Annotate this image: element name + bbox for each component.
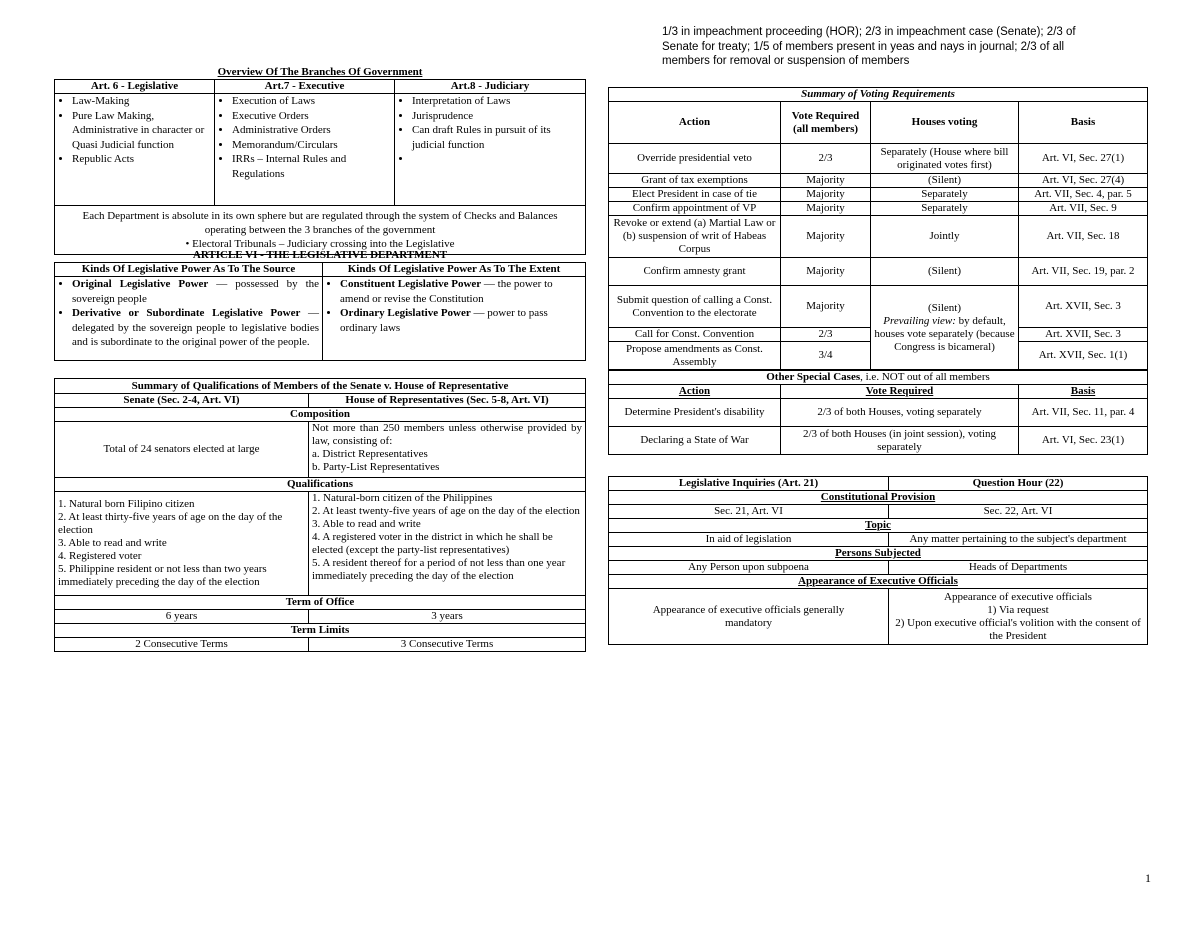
limits-label: Term Limits <box>55 624 586 638</box>
vote-required: 3/4 <box>781 342 871 370</box>
voting-section <box>608 87 1148 455</box>
table-row <box>609 144 1148 174</box>
voting-header-houses: Houses voting <box>871 102 1019 144</box>
list-item: • Pure Law Making, Administrative in character or Quasi Judicial function <box>72 109 211 153</box>
inquiries-header-left: Legislative Inquiries (Art. 21) <box>609 477 889 491</box>
overview-title: Overview Of The Branches Of Government <box>217 66 423 78</box>
list-item: • IRRs – Internal Rules and Regulations <box>232 152 391 181</box>
term-label: Term of Office <box>55 596 586 610</box>
vote-action: Confirm amnesty grant <box>609 258 781 286</box>
house-qual-item: 2. At least twenty-five years of age on the day of the election <box>312 505 580 517</box>
voting-header-action: Action <box>609 102 781 144</box>
vote-required: Majority <box>781 286 871 328</box>
persons-left: Any Person upon subpoena <box>609 561 889 575</box>
extent-cell <box>323 277 586 361</box>
provision-left: Sec. 21, Art. VI <box>609 505 889 519</box>
appearance-left: Appearance of executive officials generally mandatory <box>609 589 889 645</box>
house-qual-item: 1. Natural-born citizen of the Philippines <box>312 492 493 504</box>
prevailing-view-text: by default, houses vote separately (because Congress is bicameral) <box>874 314 1015 353</box>
executive-list <box>218 94 391 181</box>
vote-basis: Art. VII, Sec. 9 <box>1019 202 1148 216</box>
house-composition-b: b. Party-List Representatives <box>312 461 440 473</box>
appearance-label: Appearance of Executive Officials <box>609 575 1148 589</box>
article6-header-source: Kinds Of Legislative Power As To The Source <box>55 263 323 277</box>
senate-qual-item: 4. Registered voter <box>58 550 142 562</box>
ordinary-power-term: Ordinary Legislative Power <box>340 307 471 319</box>
judiciary-cell <box>395 94 586 206</box>
page-number: 1 <box>1145 871 1151 885</box>
vote-action: Confirm appointment of VP <box>609 202 781 216</box>
senate-qual-item: 2. At least thirty-five years of age on the day of the election <box>58 511 283 536</box>
electoral-tribunal-label: Electoral Tribunals – Judiciary crossing into the Legislative <box>192 238 455 250</box>
senate-header: Senate (Sec. 2-4, Art. VI) <box>55 394 309 408</box>
overview-header-judiciary: Art.8 - Judiciary <box>395 80 586 94</box>
list-item: • Law-Making <box>72 94 211 109</box>
vote-houses: (Silent) <box>871 174 1019 188</box>
table-row <box>609 174 1148 188</box>
inquiries-header-right: Question Hour (22) <box>889 477 1148 491</box>
vote-basis: Art. VI, Sec. 27(1) <box>1019 144 1148 174</box>
senate-quals-cell <box>55 492 309 596</box>
vote-required: 2/3 <box>781 144 871 174</box>
house-composition-a: a. District Representatives <box>312 448 428 460</box>
electoral-tribunal-text: • Electoral Tribunals – Judiciary crossing into the Legislative <box>185 238 455 250</box>
list-item: • Interpretation of Laws <box>412 94 582 109</box>
house-qual-item: 4. A registered voter in the district in which he shall be elected (except the party-list representatives) <box>312 531 553 556</box>
vote-action: Grant of tax exemptions <box>609 174 781 188</box>
article6-header-extent: Kinds Of Legislative Power As To The Extent <box>323 263 586 277</box>
vote-required: Majority <box>781 188 871 202</box>
executive-cell <box>215 94 395 206</box>
prevailing-view-label: Prevailing view: <box>883 314 956 327</box>
extent-list <box>326 277 582 335</box>
qualifications-table <box>54 378 586 652</box>
house-qual-item: 3. Able to read and write <box>312 518 421 530</box>
overview-header-legislative: Art. 6 - Legislative <box>55 80 215 94</box>
derivative-power-desc: — delegated by the sovereign people to legislative bodies and is subordinate to the original power of the people. <box>72 307 320 348</box>
vote-required: Majority <box>781 216 871 258</box>
ordinary-power-desc: — power to pass ordinary laws <box>340 307 548 334</box>
composition-label: Composition <box>55 408 586 422</box>
legislative-list <box>58 94 211 167</box>
list-item: • Execution of Laws <box>232 94 391 109</box>
vote-houses: (Silent) <box>871 258 1019 286</box>
vote-basis: Art. XVII, Sec. 1(1) <box>1019 342 1148 370</box>
special-vote: 2/3 of both Houses (in joint session), voting separately <box>781 427 1019 455</box>
overview-table <box>54 79 586 255</box>
table-row <box>609 286 1148 328</box>
checks-balances-text: Each Department is absolute in its own sphere but are regulated through the system of Checks and Balances operating between the 3 branches of the government <box>82 210 558 236</box>
appearance-right-3: 2) Upon executive official's volition with the consent of the President <box>895 616 1141 642</box>
list-item: • Republic Acts <box>72 152 211 167</box>
vote-action: Elect President in case of tie <box>609 188 781 202</box>
vote-houses: Jointly <box>871 216 1019 258</box>
table-row <box>609 202 1148 216</box>
table-row <box>609 427 1148 455</box>
house-qual-item: 5. A resident thereof for a period of not less than one year immediately preceding the day of the election <box>312 557 566 582</box>
special-header-basis: Basis <box>1019 385 1148 399</box>
source-cell <box>55 277 323 361</box>
vote-houses: Separately <box>871 202 1019 216</box>
special-action: Declaring a State of War <box>609 427 781 455</box>
provision-label: Constitutional Provision <box>609 491 1148 505</box>
appearance-right-2: 1) Via request <box>987 603 1049 616</box>
appearance-right-1: Appearance of executive officials <box>944 590 1092 603</box>
special-cases-rest: , i.e. NOT out of all members <box>860 371 990 383</box>
table-row <box>609 399 1148 427</box>
overview-footer <box>55 206 586 255</box>
original-power-term: Original Legislative Power <box>72 278 209 290</box>
house-term: 3 years <box>309 610 586 624</box>
table-row <box>609 258 1148 286</box>
vote-required: 2/3 <box>781 328 871 342</box>
vote-required: Majority <box>781 174 871 188</box>
voting-title <box>609 88 1148 102</box>
overview-header-executive: Art.7 - Executive <box>215 80 395 94</box>
vote-basis: Art. VII, Sec. 19, par. 2 <box>1019 258 1148 286</box>
persons-right: Heads of Departments <box>889 561 1148 575</box>
vote-action: Revoke or extend (a) Martial Law or (b) suspension of writ of Habeas Corpus <box>609 216 781 258</box>
special-header-action: Action <box>609 385 781 399</box>
special-cases-table <box>608 370 1148 455</box>
qualifications-label: Qualifications <box>55 478 586 492</box>
vote-action: Call for Const. Convention <box>609 328 781 342</box>
vote-basis: Art. XVII, Sec. 3 <box>1019 286 1148 328</box>
legislative-cell <box>55 94 215 206</box>
house-quals-cell <box>309 492 586 596</box>
table-row <box>609 188 1148 202</box>
special-header-vote: Vote Required <box>781 385 1019 399</box>
house-header: House of Representatives (Sec. 5-8, Art. VI) <box>309 394 586 408</box>
vote-basis: Art. VII, Sec. 4, par. 5 <box>1019 188 1148 202</box>
list-item <box>340 306 582 335</box>
merged-silent: (Silent) <box>928 301 961 314</box>
vote-basis: Art. XVII, Sec. 3 <box>1019 328 1148 342</box>
article6-table <box>54 262 586 361</box>
special-cases-bold: Other Special Cases <box>766 371 861 383</box>
topic-right: Any matter pertaining to the subject's department <box>889 533 1148 547</box>
overview-section <box>54 66 586 255</box>
original-power-desc: — possessed by the sovereign people <box>72 278 320 305</box>
list-item: • Jurisprudence <box>412 109 582 124</box>
house-limit: 3 Consecutive Terms <box>309 638 586 652</box>
topic-label: Topic <box>609 519 1148 533</box>
senate-qual-item: 3. Able to read and write <box>58 537 167 549</box>
judiciary-list <box>398 94 582 167</box>
inquiries-section <box>608 476 1148 645</box>
derivative-power-term: Derivative or Subordinate Legislative Power <box>72 307 301 319</box>
top-note: 1/3 in impeachment proceeding (HOR); 2/3 in impeachment case (Senate); 2/3 of Senate for treaty; 1/5 of members present in yeas and nays in journal; 2/3 of all members for removal or suspension of members <box>662 26 1076 67</box>
table-row <box>609 216 1148 258</box>
list-item: • Executive Orders <box>232 109 391 124</box>
special-basis: Art. VII, Sec. 11, par. 4 <box>1019 399 1148 427</box>
special-action: Determine President's disability <box>609 399 781 427</box>
appearance-right-cell <box>889 589 1148 645</box>
vote-basis: Art. VII, Sec. 18 <box>1019 216 1148 258</box>
vote-houses: Separately <box>871 188 1019 202</box>
voting-header-vote: Vote Required (all members) <box>781 102 871 144</box>
vote-houses-merged <box>871 286 1019 370</box>
list-item <box>340 277 582 306</box>
constituent-power-term: Constituent Legislative Power <box>340 278 482 290</box>
vote-required: Majority <box>781 258 871 286</box>
voting-table <box>608 87 1148 370</box>
source-list <box>58 277 319 350</box>
voting-header-basis: Basis <box>1019 102 1148 144</box>
qualifications-section <box>54 378 586 652</box>
house-composition-cell <box>309 422 586 478</box>
list-item <box>72 306 319 350</box>
house-composition: Not more than 250 members unless otherwise provided by law, consisting of: <box>312 422 582 447</box>
vote-houses: Separately (House where bill originated votes first) <box>871 144 1019 174</box>
vote-action: Override presidential veto <box>609 144 781 174</box>
special-cases-title <box>609 371 1148 385</box>
list-item: • Can draft Rules in pursuit of its judicial function <box>412 123 582 152</box>
list-item: • Administrative Orders <box>232 123 391 138</box>
list-item <box>72 277 319 306</box>
merged-prevailing <box>874 315 1015 354</box>
topic-left: In aid of legislation <box>609 533 889 547</box>
senate-term: 6 years <box>55 610 309 624</box>
constituent-power-desc: — the power to amend or revise the Constitution <box>340 278 553 305</box>
senate-qual-item: 1. Natural born Filipino citizen <box>58 498 195 510</box>
vote-action: Submit question of calling a Const. Convention to the electorate <box>609 286 781 328</box>
inquiries-table <box>608 476 1148 645</box>
article6-section <box>54 249 586 361</box>
senate-qual-item: 5. Philippine resident or not less than two years immediately preceding the day of the election <box>58 563 267 588</box>
vote-required: Majority <box>781 202 871 216</box>
senate-composition: Total of 24 senators elected at large <box>55 422 309 478</box>
special-vote: 2/3 of both Houses, voting separately <box>781 399 1019 427</box>
senate-limit: 2 Consecutive Terms <box>55 638 309 652</box>
list-item: • Memorandum/Circulars <box>232 138 391 153</box>
special-basis: Art. VI, Sec. 23(1) <box>1019 427 1148 455</box>
list-item <box>412 152 582 167</box>
provision-right: Sec. 22, Art. VI <box>889 505 1148 519</box>
article6-title: ARTICLE VI - THE LEGISLATIVE DEPARTMENT <box>192 249 448 261</box>
vote-action: Propose amendments as Const. Assembly <box>609 342 781 370</box>
persons-label: Persons Subjected <box>609 547 1148 561</box>
qualifications-title: Summary of Qualifications of Members of the Senate v. House of Representative <box>55 379 586 394</box>
vote-basis: Art. VI, Sec. 27(4) <box>1019 174 1148 188</box>
voting-title-text: Summary of Voting Requirements <box>801 88 955 100</box>
